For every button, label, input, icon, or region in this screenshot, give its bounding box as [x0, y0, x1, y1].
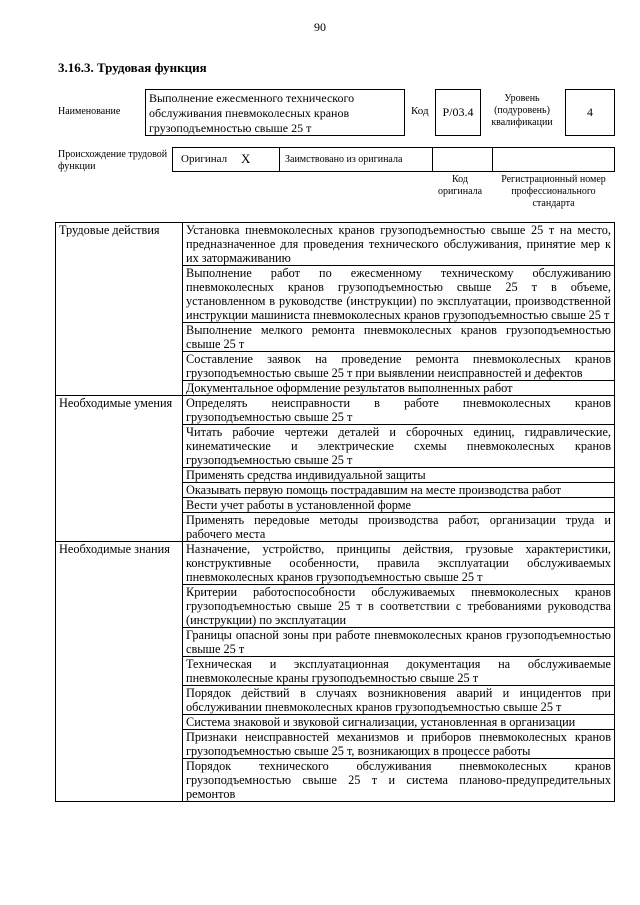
code-original-label: Код оригинала: [437, 174, 483, 197]
category-cell: Необходимые умения: [56, 396, 183, 542]
item-cell: Порядок технического обслуживания пневмоколесных кранов грузоподъемностью свыше 25 т и система планово-предупредительных ремонтов: [183, 759, 615, 802]
item-cell: Выполнение мелкого ремонта пневмоколесных кранов грузоподъемностью свыше 25 т: [183, 323, 615, 352]
item-cell: Применять передовые методы производства работ, организации труда и рабочего места: [183, 513, 615, 542]
code-value: P/03.4: [442, 105, 474, 119]
function-name: Выполнение ежесменного технического обслуживания пневмоколесных кранов грузоподъемностью свыше 25 т: [149, 91, 355, 135]
function-table: [55, 222, 615, 802]
borrowed-cell: [279, 148, 433, 171]
level-value: 4: [587, 105, 593, 119]
code-box: [435, 89, 481, 136]
function-name-box: [145, 89, 405, 136]
item-cell: Порядок действий в случаях возникновения аварий и инцидентов при обслуживании пневмоколесных кранов грузоподъемностью свыше 25 т: [183, 686, 615, 715]
item-cell: Установка пневмоколесных кранов грузоподъемностью свыше 25 т на место, предназначенное для проведения технического обслуживания, принятие мер к их затормаживанию: [183, 223, 615, 266]
category-cell: Необходимые знания: [56, 542, 183, 802]
code-label: Код: [411, 105, 429, 117]
original-cell: [173, 148, 280, 171]
item-cell: Вести учет работы в установленной форме: [183, 498, 615, 513]
level-label: Уровень (подуровень) квалификации: [491, 93, 553, 128]
item-cell: Назначение, устройство, принципы действия, грузовые характеристики, конструктивные особенности, правила эксплуатации обслуживаемых пневмоколесных кранов грузоподъемностью свыше 25 т: [183, 542, 615, 585]
reg-number-label: Регистрационный номер профессионального стандарта: [501, 174, 606, 209]
item-cell: Применять средства индивидуальной защиты: [183, 468, 615, 483]
item-cell: Определять неисправности в работе пневмоколесных кранов грузоподъемностью свыше 25 т: [183, 396, 615, 425]
item-cell: Документальное оформление результатов выполненных работ: [183, 381, 615, 396]
section-title: 3.16.3. Трудовая функция: [58, 60, 207, 75]
name-label: Наименование: [58, 106, 121, 117]
page-number: 90: [314, 20, 326, 34]
item-cell: Оказывать первую помощь пострадавшим на месте производства работ: [183, 483, 615, 498]
table-row: [56, 542, 615, 585]
origin-label: Происхождение трудовой функции: [58, 149, 168, 172]
orig-code-cell: [432, 148, 493, 171]
borrowed-label: Заимствовано из оригинала: [285, 154, 403, 165]
item-cell: Критерии работоспособности обслуживаемых пневмоколесных кранов грузоподъемностью свыше 25 т в соответствии с требованиями руководства (инструкции) по эксплуатации: [183, 585, 615, 628]
category-cell: Трудовые действия: [56, 223, 183, 396]
origin-row: [172, 147, 615, 172]
item-cell: Система знаковой и звуковой сигнализации, установленная в организации: [183, 715, 615, 730]
item-cell: Границы опасной зоны при работе пневмоколесных кранов грузоподъемностью свыше 25 т: [183, 628, 615, 657]
item-cell: Техническая и эксплуатационная документация на обслуживаемые пневмоколесные краны грузоподъемностью свыше 25 т: [183, 657, 615, 686]
item-cell: Выполнение работ по ежесменному техническому обслуживанию пневмоколесных кранов грузоподъемностью свыше 25 т в объеме, установленном в руководстве (инструкции) по эксплуатации, производственной инструкции машиниста пневмоколесных кранов грузоподъемностью свыше 25 т: [183, 266, 615, 323]
item-cell: Составление заявок на проведение ремонта пневмоколесных кранов грузоподъемностью свыше 25 т при выявлении неисправностей и дефектов: [183, 352, 615, 381]
item-cell: Признаки неисправностей механизмов и приборов пневмоколесных кранов грузоподъемностью свыше 25 т, возникающих в процессе работы: [183, 730, 615, 759]
item-cell: Читать рабочие чертежи деталей и сборочных единиц, гидравлические, кинематические и электрические схемы пневмоколесных кранов грузоподъемностью свыше 25 т: [183, 425, 615, 468]
original-label: Оригинал: [181, 153, 228, 165]
original-mark: X: [241, 151, 251, 166]
level-box: [565, 89, 615, 136]
table-row: [56, 396, 615, 425]
table-row: [56, 223, 615, 266]
